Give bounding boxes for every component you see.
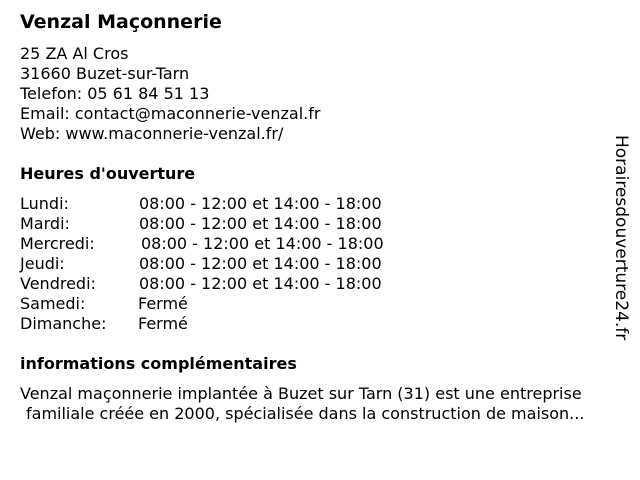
business-description (20, 384, 632, 424)
time-value: Fermé (138, 314, 188, 333)
phone-line: Telefon: 05 61 84 51 13 (20, 84, 210, 103)
time-value: Fermé (138, 294, 188, 313)
web-line: Web: www.maconnerie-venzal.fr/ (20, 124, 284, 143)
day-label: Mercredi: (20, 234, 95, 253)
contact-block (20, 44, 320, 144)
day-label: Vendredi: (20, 274, 96, 293)
business-name: Venzal Maçonnerie (20, 11, 222, 33)
description-line-1: Venzal maçonnerie implantée à Buzet sur Tarn (31) est une entreprise (20, 384, 582, 403)
address-line-2: 31660 Buzet-sur-Tarn (20, 64, 190, 83)
day-label: Jeudi: (20, 254, 65, 273)
opening-hours-heading: Heures d'ouverture (20, 164, 196, 183)
address-line-1: 25 ZA Al Cros (20, 44, 129, 63)
day-label: Dimanche: (20, 314, 107, 333)
additional-info-heading: informations complémentaires (20, 354, 297, 373)
time-value: 08:00 - 12:00 et 14:00 - 18:00 (141, 234, 384, 253)
time-value: 08:00 - 12:00 et 14:00 - 18:00 (139, 194, 382, 213)
email-line: Email: contact@maconnerie-venzal.fr (20, 104, 321, 123)
site-watermark: Horairesdouverture24.fr (611, 135, 631, 341)
time-value: 08:00 - 12:00 et 14:00 - 18:00 (139, 214, 382, 233)
description-line-2: familiale créée en 2000, spécialisée dans la construction de maison... (26, 404, 585, 423)
day-label: Samedi: (20, 294, 86, 313)
day-label: Lundi: (20, 194, 69, 213)
time-value: 08:00 - 12:00 et 14:00 - 18:00 (139, 254, 382, 273)
time-value: 08:00 - 12:00 et 14:00 - 18:00 (139, 274, 382, 293)
day-label: Mardi: (20, 214, 70, 233)
